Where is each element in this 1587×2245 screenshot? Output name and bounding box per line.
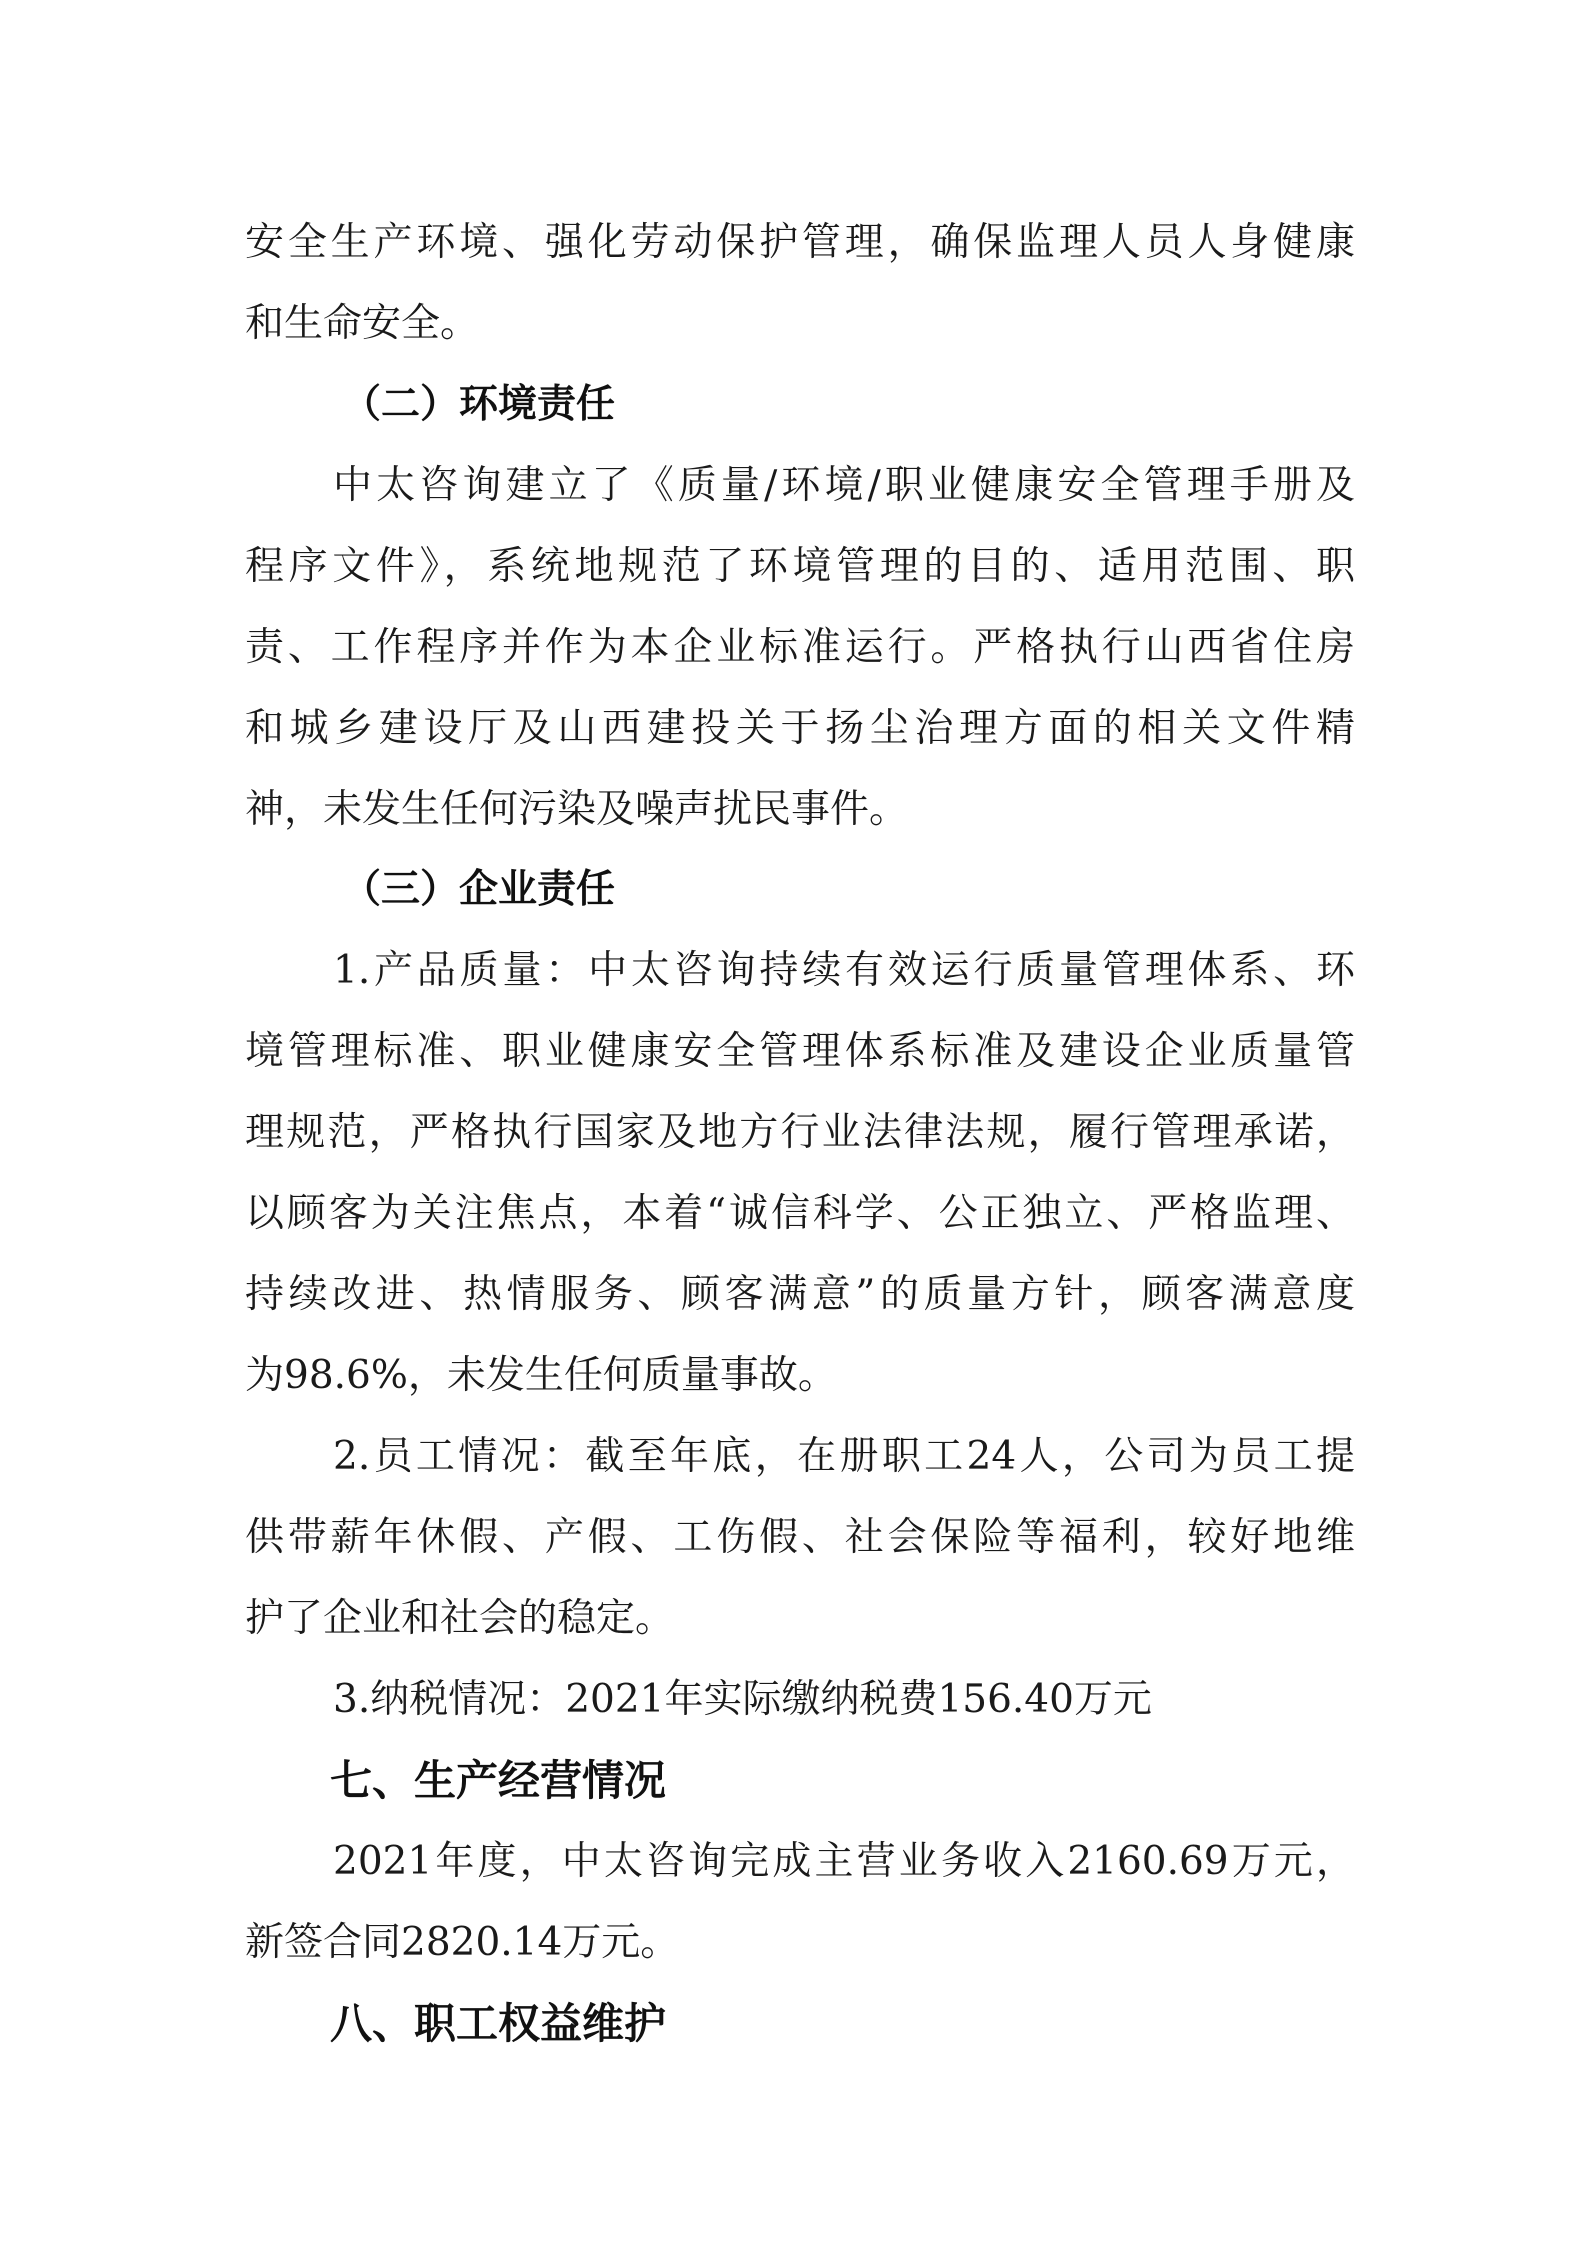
heading-production-operations: 七、生产经营情况 [330,1756,667,1805]
paragraph-line: 神，未发生任何污染及噪声扰民事件。 [245,787,909,832]
section-title-enterprise: （三）企业责任 [342,867,616,912]
paragraph-line: 2021年度，中太咨询完成主营业务收入2160.69万元， [333,1839,1355,1884]
paragraph-line: 和城乡建设厅及山西建投关于扬尘治理方面的相关文件精 [245,706,1355,751]
section-title-environment: （二）环境责任 [342,382,616,427]
paragraph-line: 护了企业和社会的稳定。 [245,1596,675,1641]
paragraph-line: 程序文件》，系统地规范了环境管理的目的、适用范围、职 [245,544,1355,589]
paragraph-line: 理规范，严格执行国家及地方行业法律法规，履行管理承诺， [245,1110,1355,1155]
paragraph-line: 责、工作程序并作为本企业标准运行。严格执行山西省住房 [245,625,1355,670]
paragraph-line: 3.纳税情况：2021年实际缴纳税费156.40万元 [333,1677,1152,1722]
paragraph-line: 中太咨询建立了《质量/环境/职业健康安全管理手册及 [333,463,1355,508]
paragraph-line: 安全生产环境、强化劳动保护管理，确保监理人员人身健康 [245,220,1355,265]
paragraph-line: 供带薪年休假、产假、工伤假、社会保险等福利，较好地维 [245,1515,1355,1560]
paragraph-line: 为98.6%，未发生任何质量事故。 [245,1353,837,1398]
heading-employee-rights: 八、职工权益维护 [330,1999,667,2048]
paragraph-line: 1.产品质量：中太咨询持续有效运行质量管理体系、环 [333,948,1355,993]
paragraph-line: 新签合同2820.14万元。 [245,1920,680,1965]
paragraph-line: 持续改进、热情服务、顾客满意”的质量方针，顾客满意度 [245,1272,1355,1317]
paragraph-line: 2.员工情况：截至年底，在册职工24人，公司为员工提 [333,1434,1355,1479]
paragraph-line: 以顾客为关注焦点，本着“诚信科学、公正独立、严格监理、 [245,1191,1355,1236]
paragraph-line: 境管理标准、职业健康安全管理体系标准及建设企业质量管 [245,1029,1355,1074]
paragraph-line: 和生命安全。 [245,301,480,346]
